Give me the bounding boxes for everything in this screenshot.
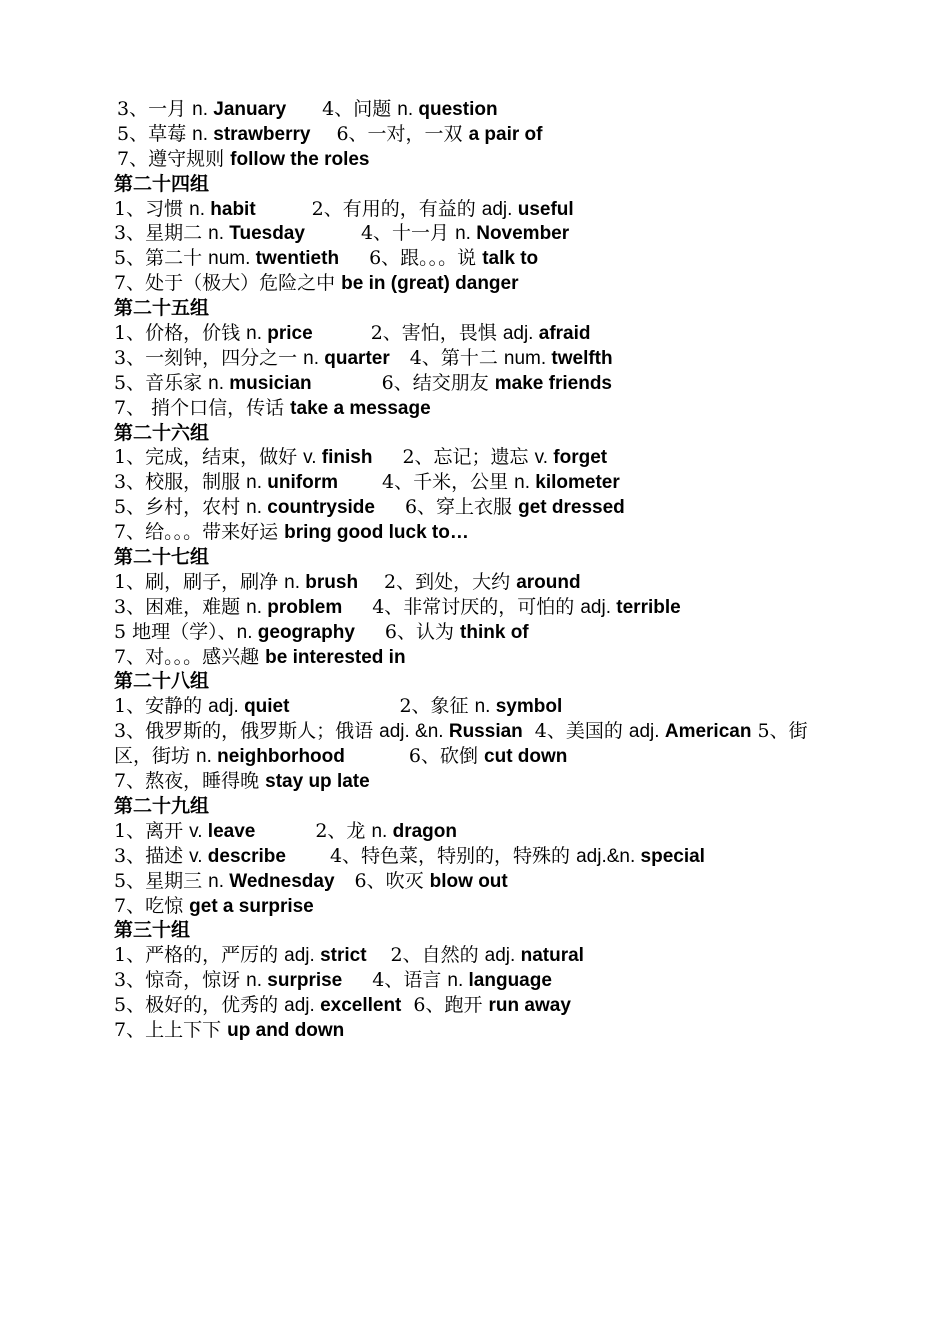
chinese-meaning: 5、第二十 [114,247,209,270]
group-heading: 第二十四组 [114,172,210,195]
chinese-meaning: 1、离开 [114,819,190,842]
vocab-line [114,943,844,968]
part-of-speech: n. [371,820,393,842]
vocab-line [114,570,844,595]
vocab-line [114,595,844,620]
english-term: Wednesday [229,870,335,892]
group-heading: 第二十六组 [114,421,210,444]
english-term: dragon [392,820,457,842]
chinese-meaning: 5、草莓 [117,122,193,145]
chinese-meaning: 3、一刻钟，四分之一 [114,346,304,369]
vocab-line [114,221,844,246]
group-heading: 第二十七组 [114,546,210,569]
part-of-speech: v. [189,820,208,842]
part-of-speech: adj. [484,945,521,967]
vocab-line [114,122,844,147]
chinese-meaning: 3、校服，制服 [114,471,247,494]
chinese-meaning: 5、极好的，优秀的 [114,994,285,1017]
chinese-meaning: 3、俄罗斯的，俄罗斯人；俄语 [114,720,380,743]
chinese-meaning: 6、穿上衣服 [404,496,519,519]
english-term: think of [460,621,529,643]
part-of-speech: v. [189,845,208,867]
english-term: terrible [616,596,681,618]
english-term: strict [320,945,367,967]
vocab-line [114,470,844,495]
english-term: problem [267,596,343,618]
part-of-speech: n. [246,323,268,345]
chinese-meaning: 2、到处，大约 [384,570,517,593]
vocab-line [114,744,844,769]
part-of-speech: adj. [284,945,321,967]
english-term: leave [207,820,256,842]
chinese-meaning: 3、困难，难题 [114,595,247,618]
chinese-meaning: 5、星期三 [114,869,209,892]
english-term: make friends [494,372,613,394]
chinese-meaning: 2、自然的 [390,944,485,967]
vocab-line [114,321,844,346]
chinese-meaning: 1、严格的，严厉的 [114,944,285,967]
english-term: question [418,99,498,120]
chinese-meaning: 3、描述 [114,844,190,867]
english-term: twentieth [255,248,340,270]
part-of-speech: n. [246,970,268,992]
vocab-line [114,869,844,894]
chinese-meaning: 4、语言 [372,969,448,992]
english-term: uniform [267,472,338,494]
english-term: symbol [495,696,563,718]
english-term: price [267,323,313,345]
english-term: Tuesday [229,223,305,245]
vocab-line [114,396,844,421]
group-heading: 第二十五组 [114,297,210,320]
part-of-speech: n. [397,99,419,120]
english-term: kilometer [535,472,620,494]
part-of-speech: n. [189,198,211,220]
vocab-line [114,968,844,993]
chinese-meaning: 1、安静的 [114,695,209,718]
vocab-line [114,246,844,271]
part-of-speech: n. [447,970,469,992]
english-term: finish [321,447,373,469]
part-of-speech: v. [303,447,322,469]
chinese-meaning: 4、特色菜，特别的，特殊的 [329,844,577,867]
english-term: be in (great) danger [341,273,519,295]
part-of-speech: n. [303,347,325,369]
vocab-line [114,520,844,545]
part-of-speech: adj. [481,198,518,220]
part-of-speech: n. [246,497,268,519]
chinese-meaning: 1、刷，刷子，刷净 [114,570,285,593]
english-term: twelfth [551,347,613,369]
english-term: musician [229,372,312,394]
english-term: quarter [324,347,390,369]
english-term: around [516,571,581,593]
chinese-meaning: 7、对。。。感兴趣 [114,645,266,668]
chinese-meaning: 2、有用的，有益的 [311,197,482,220]
english-term: geography [257,621,355,643]
english-term: quiet [244,696,290,718]
part-of-speech: num. [503,347,552,369]
english-term: be interested in [265,646,406,668]
group-heading: 第二十九组 [114,794,210,817]
vocab-line [114,346,844,371]
vocab-line [114,620,844,645]
chinese-meaning: 1、习惯 [114,197,190,220]
part-of-speech: n. [514,472,536,494]
part-of-speech: n. [246,596,268,618]
english-term: useful [517,198,574,220]
english-term: American [664,721,752,743]
chinese-meaning: 7、熬夜，睡得晚 [114,770,266,793]
part-of-speech: adj. &n. [379,721,449,743]
part-of-speech: n. [196,746,218,768]
chinese-meaning: 3、星期二 [114,222,209,245]
part-of-speech: num. [208,248,256,270]
english-term: run away [488,995,571,1017]
vocab-line [114,371,844,396]
part-of-speech: adj. [284,995,321,1017]
part-of-speech: adj. [580,596,617,618]
chinese-meaning: 7、上上下下 [114,1018,228,1041]
chinese-meaning: 4、十一月 [360,222,456,245]
chinese-meaning: 7、给。。。带来好运 [114,521,285,544]
english-term: take a message [290,397,431,419]
english-term: describe [207,845,286,867]
english-term: cut down [484,746,568,768]
english-term: language [468,970,552,992]
chinese-meaning: 6、吹灭 [354,869,430,892]
vocab-line [114,993,844,1018]
vocab-line [114,495,844,520]
vocabulary-list [114,97,844,1043]
chinese-meaning: 6、跟。。。说 [369,247,483,270]
english-term: blow out [429,870,508,892]
vocab-line [114,694,844,719]
english-term: neighborhood [217,746,345,768]
part-of-speech: v. [534,447,554,469]
english-term: talk to [482,248,539,270]
chinese-meaning: 6、一对，一双 [336,122,469,145]
chinese-meaning: 3、惊奇，惊讶 [114,969,247,992]
vocab-line [114,894,844,919]
group-heading: 第二十八组 [114,670,210,693]
chinese-meaning: 6、结交朋友 [381,371,495,394]
chinese-meaning: 2、害怕，畏惧 [370,322,503,345]
english-term: countryside [267,497,375,519]
part-of-speech: adj. [502,323,539,345]
chinese-meaning: 4、问题 [322,98,398,120]
english-term: stay up late [265,771,370,793]
part-of-speech: n. [236,621,258,643]
part-of-speech: n. [455,223,477,245]
chinese-meaning: 7、 捎个口信，传话 [114,396,291,419]
english-term: natural [520,945,584,967]
english-term: get dressed [518,497,625,519]
vocab-line [114,197,844,222]
english-term: afraid [538,323,591,345]
part-of-speech: adj.&n. [576,845,641,867]
english-term: a pair of [468,123,543,145]
english-term: surprise [267,970,343,992]
chinese-meaning: 6、跑开 [413,994,489,1017]
vocab-line [114,445,844,470]
chinese-meaning: 7、吃惊 [114,894,190,917]
chinese-meaning: 1、价格，价钱 [114,322,247,345]
part-of-speech: n. [474,696,496,718]
chinese-meaning: 5、乡村，农村 [114,496,247,519]
part-of-speech: n. [208,870,230,892]
chinese-meaning: 区，街坊 [114,745,197,768]
part-of-speech: n. [192,123,214,145]
vocab-line [114,147,844,172]
chinese-meaning: 2、象征 [399,695,475,718]
chinese-meaning: 7、处于（极大）危险之中 [114,272,342,295]
chinese-meaning: 5、音乐家 [114,371,209,394]
english-term: Russian [448,721,523,743]
group-heading: 第三十组 [114,919,191,942]
chinese-meaning: 1、完成，结束，做好 [114,446,304,469]
vocab-line [114,271,844,296]
chinese-meaning: 4、美国的 [534,720,629,743]
english-term: special [640,845,705,867]
vocab-line [114,1018,844,1043]
vocab-line [114,844,844,869]
chinese-meaning: 6、认为 [384,620,461,643]
english-term: forget [553,447,608,469]
chinese-meaning: 5 地理（学）、 [114,620,237,643]
english-term: November [476,223,570,245]
english-term: bring good luck to… [284,522,469,544]
part-of-speech: adj. [208,696,245,718]
english-term: excellent [320,995,402,1017]
vocab-line [114,819,844,844]
english-term: up and down [227,1019,345,1041]
vocab-line [114,719,844,744]
vocab-line [114,769,844,794]
chinese-meaning: 2、忘记；遗忘 [402,446,535,469]
english-term: get a surprise [189,895,314,917]
part-of-speech: n. [284,571,306,593]
chinese-meaning: 4、非常讨厌的，可怕的 [372,595,581,618]
english-term: follow the roles [230,148,370,170]
part-of-speech: n. [192,99,214,120]
chinese-meaning: 3、一月 [117,98,193,120]
chinese-meaning: 4、第十二 [409,346,504,369]
english-term: brush [305,571,359,593]
vocab-line [114,97,844,122]
chinese-meaning: 2、龙 [315,819,372,842]
chinese-meaning: 7、遵守规则 [117,147,231,170]
part-of-speech: n. [208,223,230,245]
vocab-line [114,645,844,670]
english-term: strawberry [213,123,311,145]
part-of-speech: n. [208,372,230,394]
english-term: habit [210,198,256,220]
english-term: January [213,99,287,120]
part-of-speech: n. [246,472,268,494]
part-of-speech: adj. [628,721,665,743]
chinese-meaning: 4、千米，公里 [381,471,515,494]
chinese-meaning: 5、街 [751,720,808,743]
chinese-meaning: 6、砍倒 [408,745,485,768]
